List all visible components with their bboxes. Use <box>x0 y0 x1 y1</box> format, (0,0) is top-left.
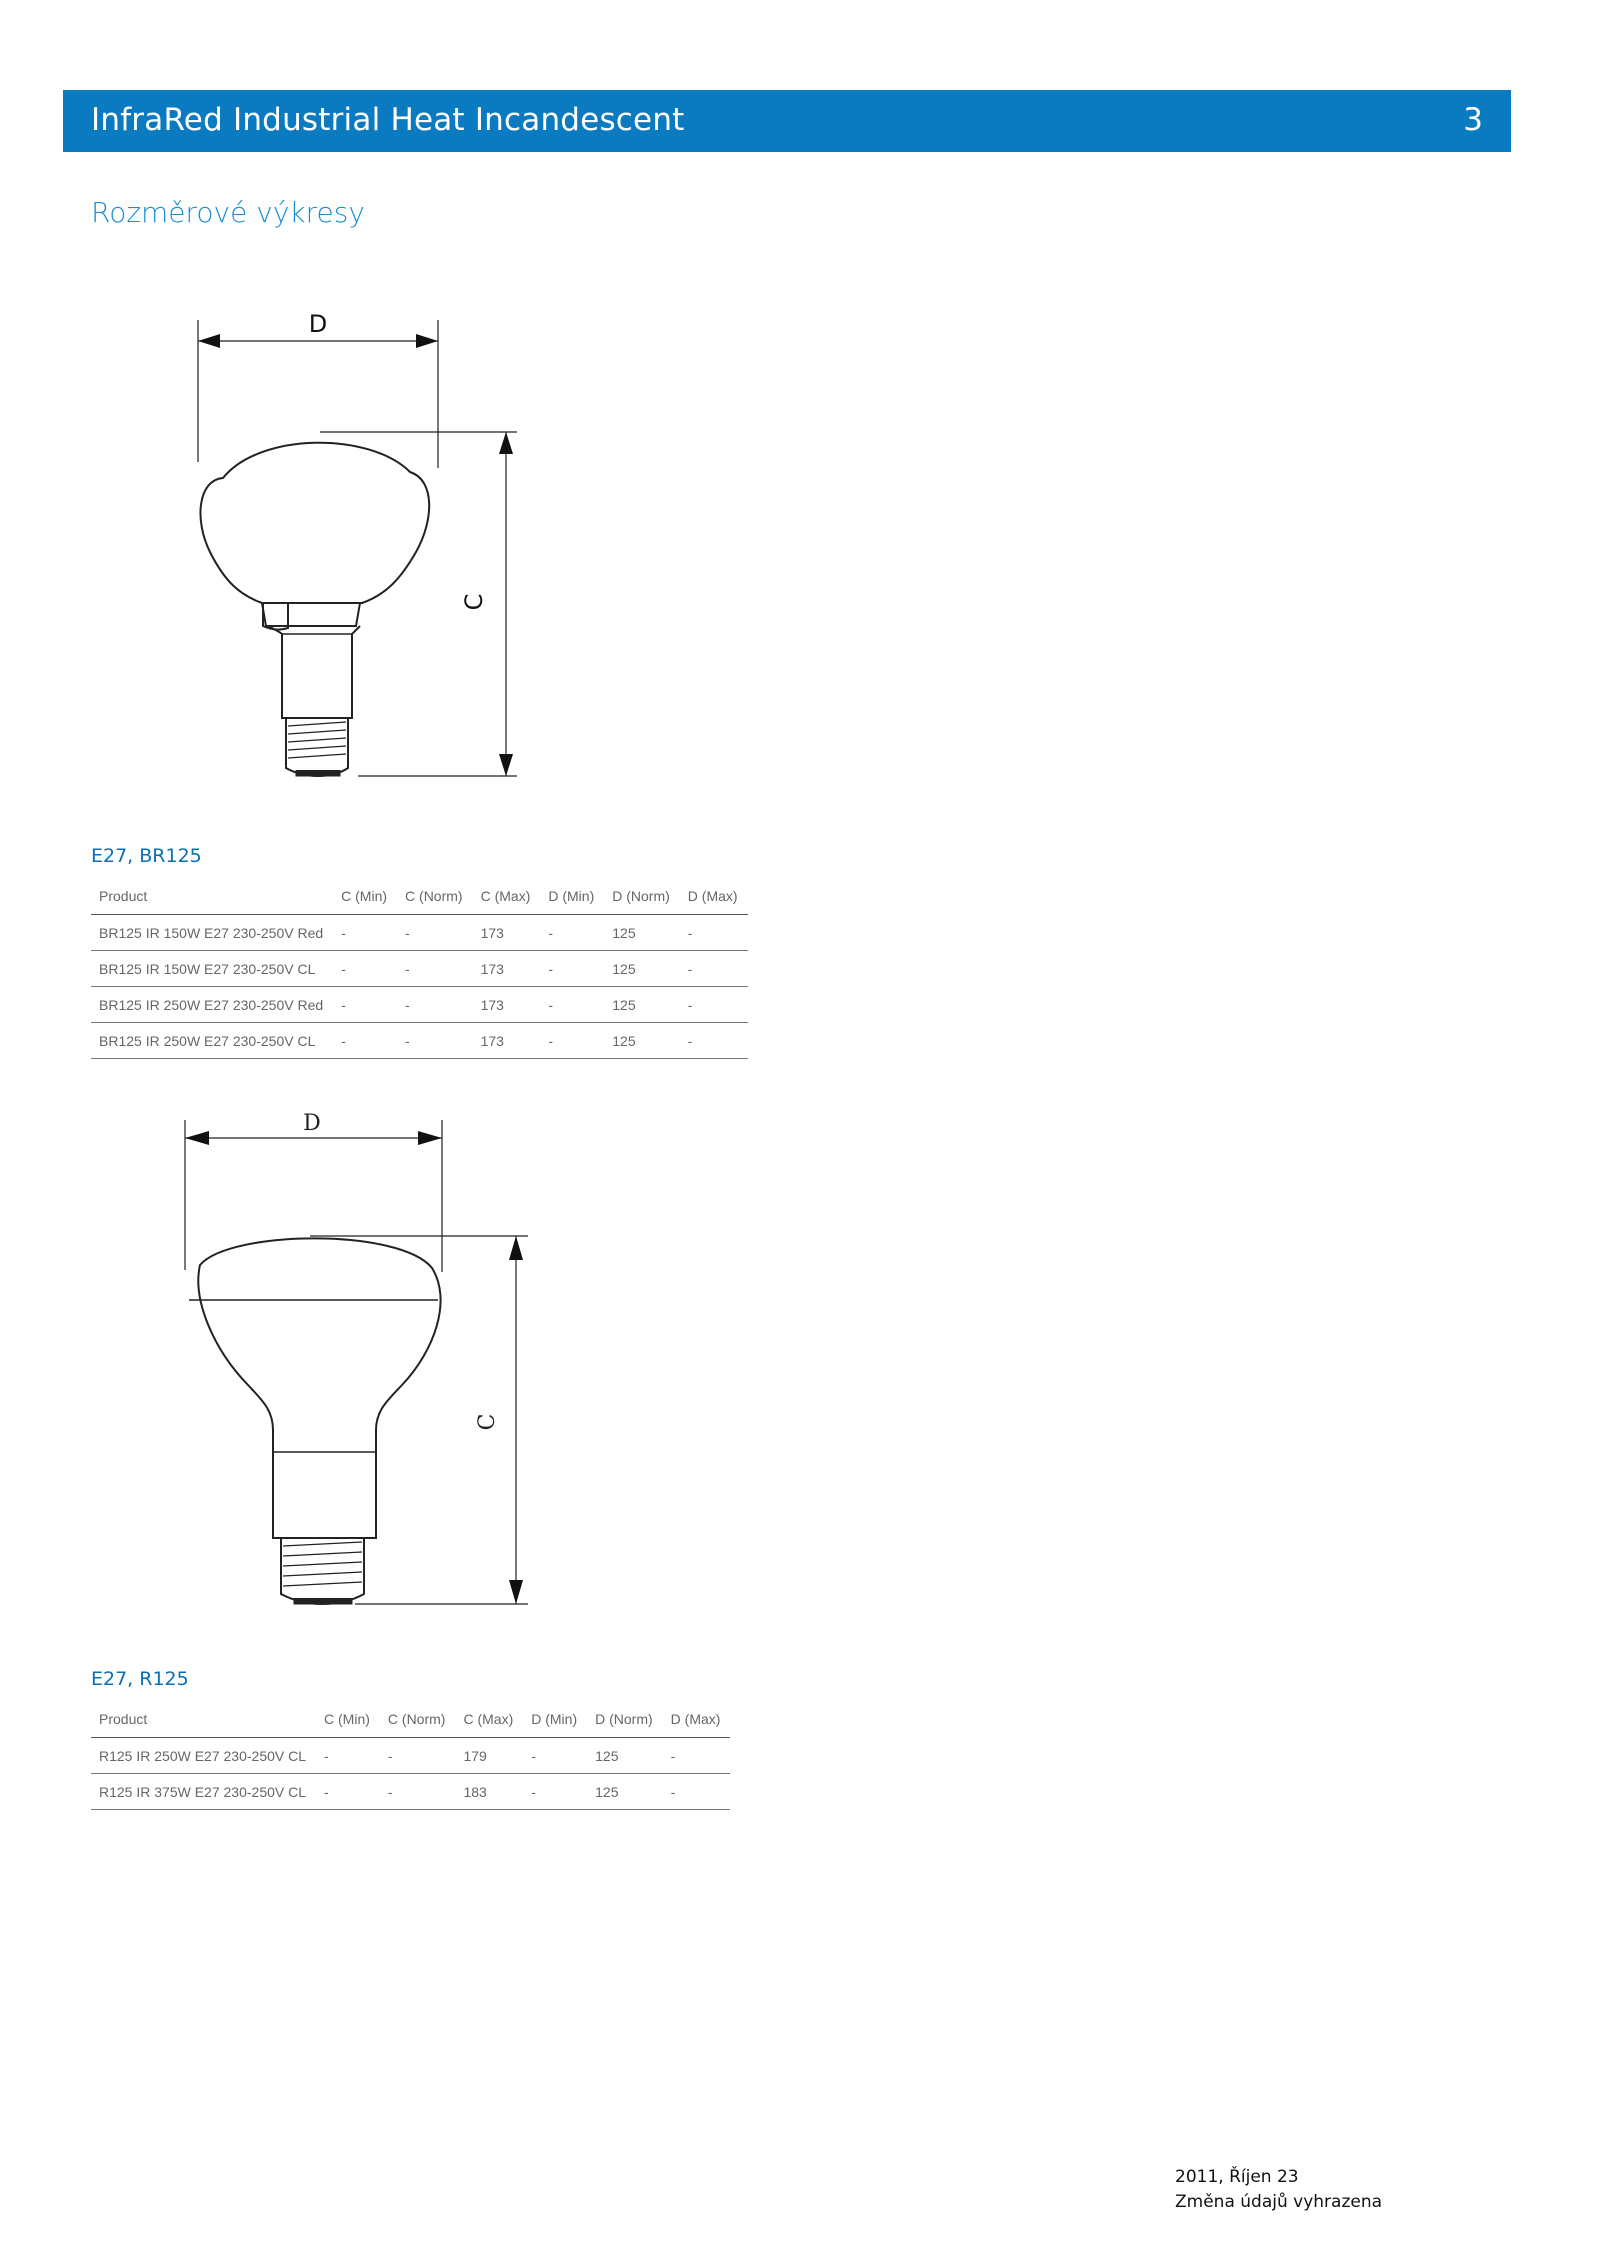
cell-value: - <box>397 915 473 951</box>
br125-dimension-drawing <box>180 290 540 790</box>
dimension-label-d: D <box>303 1111 321 1136</box>
table-row <box>91 1738 730 1774</box>
col-header: D (Min) <box>540 878 604 915</box>
cell-product: R125 IR 375W E27 230-250V CL <box>91 1774 316 1810</box>
cell-value: 125 <box>587 1738 663 1774</box>
cell-value: 173 <box>473 1023 541 1059</box>
cell-value: 179 <box>455 1738 523 1774</box>
table2-header-row <box>91 1701 730 1738</box>
cell-value: - <box>680 1023 748 1059</box>
table-row <box>91 1023 748 1059</box>
col-header: Product <box>91 878 333 915</box>
cell-value: - <box>540 1023 604 1059</box>
cell-value: - <box>523 1774 587 1810</box>
col-header: D (Max) <box>663 1701 731 1738</box>
cell-value: 173 <box>473 915 541 951</box>
cell-value: - <box>680 951 748 987</box>
cell-value: 183 <box>455 1774 523 1810</box>
col-header: C (Norm) <box>380 1701 456 1738</box>
r125-dimension-drawing <box>170 1100 540 1620</box>
table-row <box>91 987 748 1023</box>
cell-value: 125 <box>604 987 680 1023</box>
cell-value: 125 <box>604 951 680 987</box>
col-header: D (Norm) <box>587 1701 663 1738</box>
cell-value: - <box>397 951 473 987</box>
footer <box>1175 2165 1382 2215</box>
table-row <box>91 951 748 987</box>
cell-product: BR125 IR 150W E27 230-250V Red <box>91 915 333 951</box>
cell-product: BR125 IR 250W E27 230-250V CL <box>91 1023 333 1059</box>
header-bar <box>63 90 1511 152</box>
col-header: C (Min) <box>333 878 397 915</box>
cell-value: - <box>663 1738 731 1774</box>
cell-value: 125 <box>604 1023 680 1059</box>
col-header: C (Max) <box>473 878 541 915</box>
cell-product: BR125 IR 250W E27 230-250V Red <box>91 987 333 1023</box>
dimension-label-d: D <box>308 310 328 338</box>
section-title: Rozměrové výkresy <box>91 196 365 229</box>
table1-header-row <box>91 878 748 915</box>
dimension-label-c: C <box>460 593 488 611</box>
cell-value: - <box>380 1774 456 1810</box>
cell-value: - <box>380 1738 456 1774</box>
footer-date: 2011, Říjen 23 <box>1175 2167 1299 2187</box>
table1-spec-table <box>91 878 748 1059</box>
dimension-label-c: C <box>475 1413 500 1431</box>
cell-value: - <box>333 951 397 987</box>
cell-value: 125 <box>587 1774 663 1810</box>
cell-value: - <box>540 915 604 951</box>
cell-value: - <box>397 1023 473 1059</box>
cell-value: - <box>316 1774 380 1810</box>
col-header: C (Norm) <box>397 878 473 915</box>
table1-title: E27, BR125 <box>91 845 202 867</box>
cell-value: - <box>397 987 473 1023</box>
col-header: Product <box>91 1701 316 1738</box>
table2-spec-table <box>91 1701 730 1810</box>
col-header: C (Max) <box>455 1701 523 1738</box>
cell-value: 173 <box>473 951 541 987</box>
cell-value: 125 <box>604 915 680 951</box>
page-number: 3 <box>1463 102 1483 138</box>
cell-value: - <box>333 915 397 951</box>
cell-value: - <box>663 1774 731 1810</box>
cell-product: BR125 IR 150W E27 230-250V CL <box>91 951 333 987</box>
header-title: InfraRed Industrial Heat Incandescent <box>91 102 685 138</box>
cell-value: - <box>333 1023 397 1059</box>
cell-value: - <box>333 987 397 1023</box>
cell-value: - <box>680 987 748 1023</box>
table-row <box>91 915 748 951</box>
cell-value: - <box>316 1738 380 1774</box>
table2-title: E27, R125 <box>91 1668 189 1690</box>
footer-note: Změna údajů vyhrazena <box>1175 2192 1383 2212</box>
table-row <box>91 1774 730 1810</box>
r125-bulb-svg <box>170 1100 540 1620</box>
cell-product: R125 IR 250W E27 230-250V CL <box>91 1738 316 1774</box>
col-header: D (Norm) <box>604 878 680 915</box>
cell-value: - <box>523 1738 587 1774</box>
col-header: D (Min) <box>523 1701 587 1738</box>
cell-value: - <box>540 987 604 1023</box>
cell-value: - <box>680 915 748 951</box>
br125-bulb-svg <box>180 290 540 790</box>
col-header: C (Min) <box>316 1701 380 1738</box>
col-header: D (Max) <box>680 878 748 915</box>
cell-value: 173 <box>473 987 541 1023</box>
cell-value: - <box>540 951 604 987</box>
